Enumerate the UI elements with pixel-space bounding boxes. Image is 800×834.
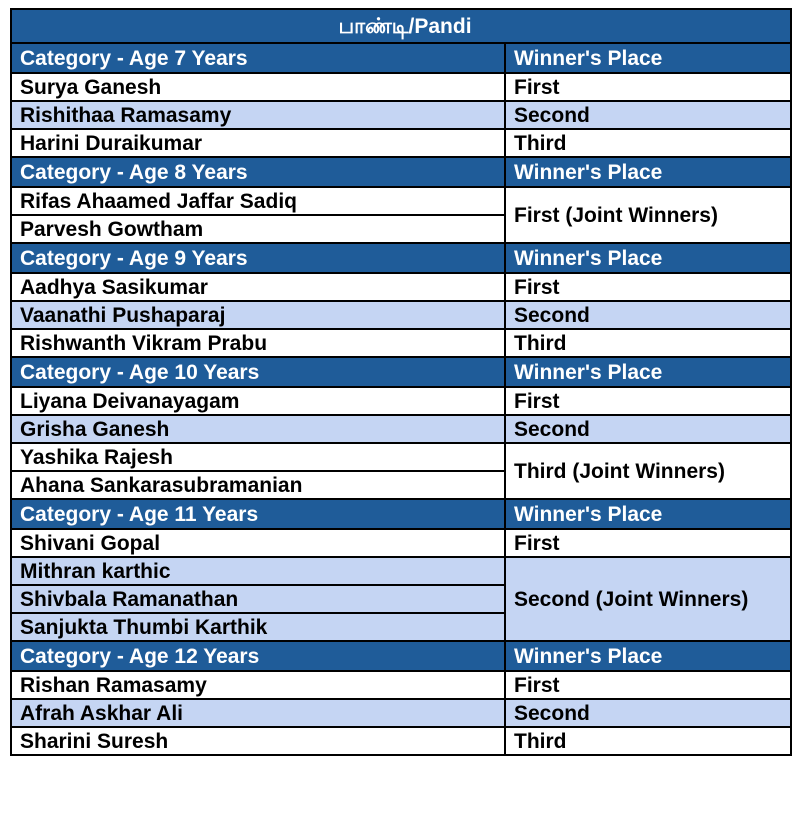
category-label: Category - Age 9 Years bbox=[11, 243, 505, 273]
category-header-row bbox=[11, 243, 791, 273]
winner-name: Grisha Ganesh bbox=[11, 415, 505, 443]
category-label: Category - Age 8 Years bbox=[11, 157, 505, 187]
table-row bbox=[11, 73, 791, 101]
category-label: Category - Age 12 Years bbox=[11, 641, 505, 671]
winner-place: Second bbox=[505, 699, 791, 727]
winner-place: First bbox=[505, 387, 791, 415]
winner-name: Yashika Rajesh bbox=[11, 443, 505, 471]
category-label: Category - Age 10 Years bbox=[11, 357, 505, 387]
title-row bbox=[11, 9, 791, 43]
winner-name: Rishan Ramasamy bbox=[11, 671, 505, 699]
table-title: பாண்டி/Pandi bbox=[11, 9, 791, 43]
category-label: Category - Age 7 Years bbox=[11, 43, 505, 73]
place-column-header: Winner's Place bbox=[505, 243, 791, 273]
table-row bbox=[11, 671, 791, 699]
table-row bbox=[11, 529, 791, 557]
winner-name: Rifas Ahaamed Jaffar Sadiq bbox=[11, 187, 505, 215]
winner-name: Rishithaa Ramasamy bbox=[11, 101, 505, 129]
winner-place: Second bbox=[505, 301, 791, 329]
table-row bbox=[11, 443, 791, 471]
winner-place: Third (Joint Winners) bbox=[505, 443, 791, 499]
winner-place: First bbox=[505, 73, 791, 101]
table-row bbox=[11, 187, 791, 215]
winner-name: Ahana Sankarasubramanian bbox=[11, 471, 505, 499]
winner-place: Third bbox=[505, 727, 791, 755]
category-header-row bbox=[11, 357, 791, 387]
category-header-row bbox=[11, 499, 791, 529]
winner-name: Rishwanth Vikram Prabu bbox=[11, 329, 505, 357]
winner-place: Third bbox=[505, 129, 791, 157]
winner-place: Third bbox=[505, 329, 791, 357]
winners-table bbox=[10, 8, 792, 756]
winner-name: Sharini Suresh bbox=[11, 727, 505, 755]
winner-name: Aadhya Sasikumar bbox=[11, 273, 505, 301]
table-row bbox=[11, 101, 791, 129]
category-header-row bbox=[11, 43, 791, 73]
table-row bbox=[11, 329, 791, 357]
table-row bbox=[11, 727, 791, 755]
place-column-header: Winner's Place bbox=[505, 43, 791, 73]
table-row bbox=[11, 415, 791, 443]
winner-name: Mithran karthic bbox=[11, 557, 505, 585]
winner-place: First bbox=[505, 273, 791, 301]
table-row bbox=[11, 301, 791, 329]
place-column-header: Winner's Place bbox=[505, 157, 791, 187]
category-header-row bbox=[11, 157, 791, 187]
winner-name: Vaanathi Pushaparaj bbox=[11, 301, 505, 329]
table-body bbox=[11, 43, 791, 755]
table-row bbox=[11, 273, 791, 301]
winner-place: Second bbox=[505, 415, 791, 443]
winner-name: Liyana Deivanayagam bbox=[11, 387, 505, 415]
place-column-header: Winner's Place bbox=[505, 641, 791, 671]
place-column-header: Winner's Place bbox=[505, 499, 791, 529]
winner-name: Parvesh Gowtham bbox=[11, 215, 505, 243]
category-label: Category - Age 11 Years bbox=[11, 499, 505, 529]
winner-name: Harini Duraikumar bbox=[11, 129, 505, 157]
category-header-row bbox=[11, 641, 791, 671]
place-column-header: Winner's Place bbox=[505, 357, 791, 387]
winner-place: Second (Joint Winners) bbox=[505, 557, 791, 641]
winner-place: First (Joint Winners) bbox=[505, 187, 791, 243]
winner-name: Surya Ganesh bbox=[11, 73, 505, 101]
table-row bbox=[11, 129, 791, 157]
table-row bbox=[11, 387, 791, 415]
winner-place: First bbox=[505, 671, 791, 699]
winner-name: Shivbala Ramanathan bbox=[11, 585, 505, 613]
winner-name: Afrah Askhar Ali bbox=[11, 699, 505, 727]
winner-place: First bbox=[505, 529, 791, 557]
winner-place: Second bbox=[505, 101, 791, 129]
table-row bbox=[11, 557, 791, 585]
winner-name: Shivani Gopal bbox=[11, 529, 505, 557]
table-row bbox=[11, 699, 791, 727]
winner-name: Sanjukta Thumbi Karthik bbox=[11, 613, 505, 641]
